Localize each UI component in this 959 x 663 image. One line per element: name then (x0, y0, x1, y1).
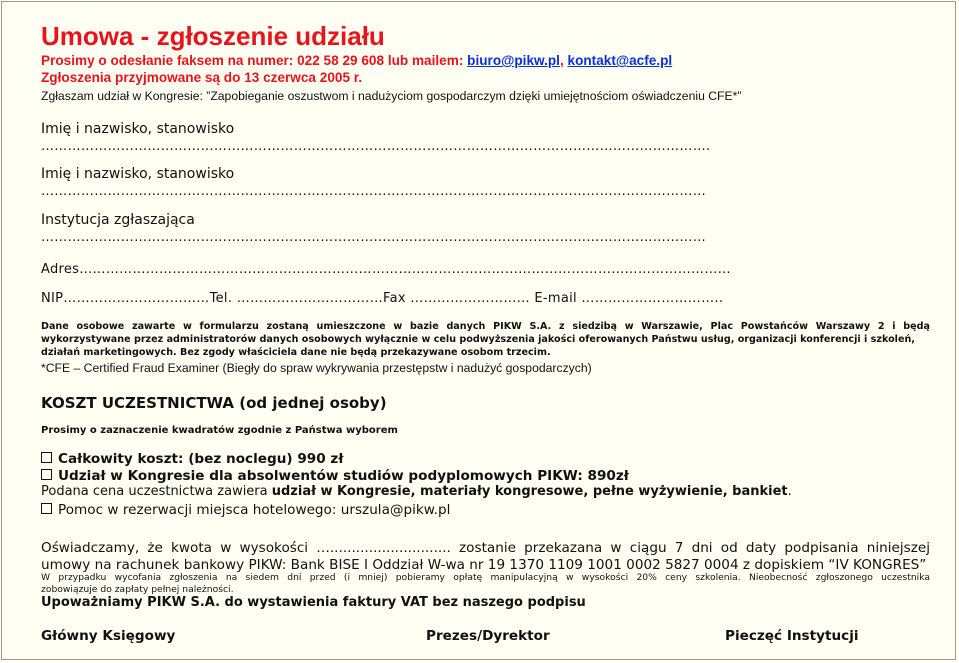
notice-line-2: wykorzystywane przez administratorów danych osobowych wyłącznie w celu podwyższenia jakości oferowanych Państwu usług, organizacji konferencji i szkoleń, (41, 334, 915, 345)
name-field-1[interactable]: ……………………………………………………………………………………………………………………………………. (41, 139, 711, 154)
congress-title: Zgłaszam udział w Kongresie: ”Zapobieganie oszustwom i nadużyciom gospodarczym dzięki umiejętnościom oświadczeniu CFE*” (41, 89, 742, 103)
address-field[interactable]: Adres………………………………………………………………………………………………………………………………… (41, 262, 731, 277)
signature-accountant: Główny Księgowy (41, 628, 176, 644)
payment-declaration (41, 540, 930, 574)
option-hotel-label: Pomoc w rezerwacji miejsca hotelowego: urszula@pikw.pl (58, 502, 451, 518)
fax-line-text: Prosimy o odesłanie faksem na numer: 022 58 29 608 lub mailem: (41, 53, 468, 68)
price-includes-suffix: . (787, 484, 792, 499)
vat-authorization: Upoważniamy PIKW S.A. do wystawienia faktury VAT bez naszego podpisu (41, 595, 586, 610)
email-link-biuro[interactable]: biuro@pikw.pl (467, 53, 560, 68)
email-link-kontakt[interactable]: kontakt@acfe.pl (567, 53, 673, 68)
checkbox-alumni[interactable] (41, 469, 52, 480)
name-label-1: Imię i nazwisko, stanowisko (41, 121, 235, 137)
email-separator: , (559, 53, 568, 68)
price-includes-prefix: Podana cena uczestnictwa zawiera (41, 484, 272, 499)
cancellation-line-2: zobowiązuje do zapłaty pełnej należności. (41, 584, 234, 595)
data-protection-notice (41, 320, 930, 359)
option-alumni-label: Udział w Kongresie dla absolwentów studiów podyplomowych PIKW: 890zł (58, 468, 629, 484)
notice-line-1: Dane osobowe zawarte w formularzu zostaną umieszczone w bazie danych PIKW S.A. z siedzibą w Warszawie, Plac Powstańców Warszawy 2 i będą (41, 321, 930, 332)
institution-field[interactable]: …………………………………………………………………………………………………………………………………… (41, 230, 706, 245)
contact-fields[interactable]: NIP……………………………Tel. ……………………………Fax ……………………… E-mail ………………………….. (41, 291, 724, 306)
cancellation-line-1: W przypadku wycofania zgłoszenia na siedem dni przed (i mniej) pobieramy opłatę manipulacyjną w wysokości 20% ceny szkolenia. Nieobecność zgłoszonego uczestnika (41, 572, 930, 583)
signature-president: Prezes/Dyrektor (426, 628, 550, 644)
price-includes-items: udział w Kongresie, materiały kongresowe, pełne wyżywienie, bankiet (271, 484, 788, 499)
cancellation-note (41, 572, 930, 596)
name-label-2: Imię i nazwisko, stanowisko (41, 166, 235, 182)
checkbox-hotel[interactable] (41, 503, 52, 514)
cost-heading: KOSZT UCZESTNICTWA (od jednej osoby) (41, 394, 387, 412)
notice-line-3: działań marketingowych. Bez zgody właściciela dane nie będą przekazywane osobom trzecim. (41, 347, 551, 358)
declaration-line-2: umowy na rachunek bankowy PIKW: Bank BISE I Oddział W-wa nr 19 1370 1109 1001 0002 5827 0004 z dopiskiem “IV KONGRES” (41, 557, 927, 573)
checkbox-instruction: Prosimy o zaznaczenie kwadratów zgodnie z Państwa wyborem (41, 425, 398, 436)
fax-email-line (41, 53, 672, 68)
name-field-2[interactable]: …………………………………………………………………………………………………………………………………… (41, 184, 706, 199)
checkbox-full-cost[interactable] (41, 452, 52, 463)
option-full-cost[interactable] (41, 451, 343, 467)
signature-stamp: Pieczęć Instytucji (725, 628, 859, 644)
price-includes (41, 484, 792, 499)
option-alumni[interactable] (41, 468, 629, 484)
cfe-note: *CFE – Certified Fraud Examiner (Biegły do spraw wykrywania przestępstw i nadużyć gospodarczych) (41, 361, 592, 375)
institution-label: Instytucja zgłaszająca (41, 212, 195, 228)
option-full-cost-label: Całkowity koszt: (bez noclegu) 990 zł (58, 451, 344, 467)
option-hotel[interactable] (41, 502, 450, 518)
deadline-text: Zgłoszenia przyjmowane są do 13 czerwca 2005 r. (41, 70, 363, 85)
page-title: Umowa - zgłoszenie udziału (41, 21, 385, 51)
declaration-line-1: Oświadczamy, że kwota w wysokości …............................ zostanie przekazana w ciągu 7 dni od daty podpisania niniejszej (41, 540, 930, 556)
